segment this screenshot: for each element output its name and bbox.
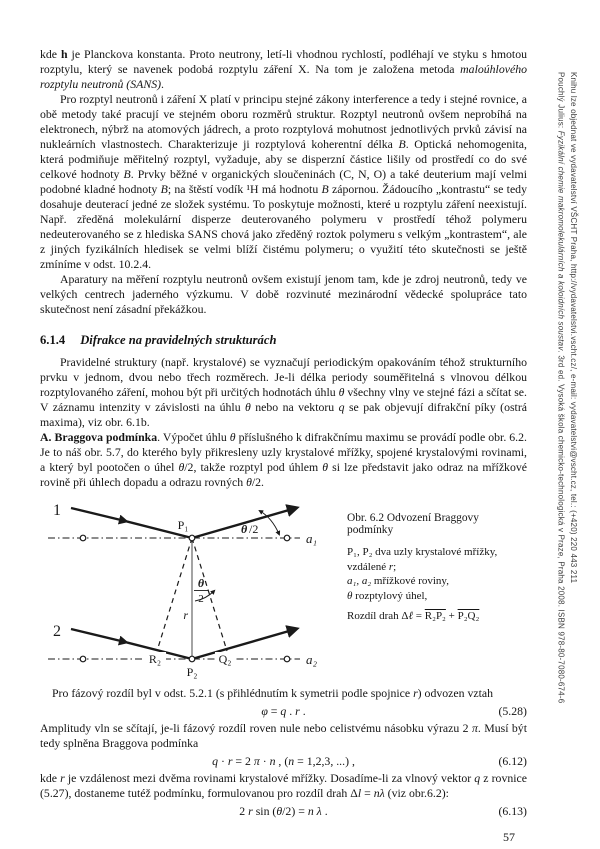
point-Q2-label: Q₂ bbox=[218, 652, 232, 666]
caption-line-path-difference: Rozdíl drah Δℓ = R₂P₂ + P₂Q₂ bbox=[347, 610, 480, 622]
incident-ray-1 bbox=[71, 508, 192, 538]
distance-r-label: r bbox=[183, 608, 188, 622]
incident-ray-2 bbox=[71, 629, 192, 659]
caption-line-distance: vzdálené r; bbox=[347, 560, 397, 573]
sidebar-citation-line bbox=[554, 72, 567, 703]
plane-a2-label: a₂ bbox=[306, 652, 318, 667]
paragraph-lattice-distance: kde r je vzdálenost mezi dvěma rovinami krystalové mřížky. Dosadíme-li za vlnový vektor q z rovnice (5.27), dostaneme tutéž podmínku, formulovanou pro rozdíl drah Δl = nλ (viz obr.6.2): bbox=[40, 771, 527, 800]
equation-6-13-number: (6.13) bbox=[498, 804, 527, 818]
theta-half-label-theta: θ bbox=[241, 522, 248, 536]
figure-caption-title: Obr. 6.2 Odvození Braggovy podmínky bbox=[347, 512, 479, 536]
equation-5-28-number: (5.28) bbox=[498, 704, 527, 718]
paragraph-bragg-condition: A. Braggova podmínka. Výpočet úhlu θ příslušného k difrakčnímu maximu se provádí podle obr. 6.2. Je to náš obr. 5.7, do kterého byly přikresleny uzly krystalové mřížky, spojené krystalovými rovinami, a který byl pootočen o úhel θ/2, takže rozptyl pod úhlem θ si lze představit jako odraz na mřížkové rovině při úhlech dopadu a odrazu rovných θ/2. bbox=[40, 430, 527, 489]
point-P1-label: P₁ bbox=[177, 518, 189, 532]
point-R2-label: R₂ bbox=[148, 652, 162, 666]
plane-a1-label: a₁ bbox=[306, 531, 318, 546]
figure-caption bbox=[347, 512, 527, 684]
equation-6-12-number: (6.12) bbox=[498, 754, 527, 768]
figure-6-2 bbox=[45, 498, 527, 684]
ray2-label: 2 bbox=[53, 623, 61, 640]
equation-6-12-body: q · r = 2 π · n , (n = 1,2,3, ...) , bbox=[212, 754, 355, 768]
sidebar-publisher-isbn: . 3rd ed. Vysoká škola chemicko-technologická v Praze, Praha 2008. ISBN 978-80-7080-674-6 bbox=[556, 350, 566, 704]
equation-5-28-body: φ = q . r . bbox=[261, 704, 306, 718]
fraction-two: 2 bbox=[198, 593, 204, 605]
lattice-nodes bbox=[80, 535, 290, 662]
section-heading bbox=[40, 333, 527, 348]
dashed-line-to-R2 bbox=[157, 538, 192, 651]
paragraph-apparatus: Aparatury na měření rozptylu neutronů ovšem existují jenom tam, kde je zdroj neutronů, tedy ve velkých centrech jaderného výzkumu. V době rozvinuté mezinárodní vědecké spolupráce tato skutečnost není zásadní překážkou. bbox=[40, 272, 527, 316]
caption-line-nodes: P₁, P₂ dva uzly krystalové mřížky, bbox=[347, 546, 498, 558]
fraction-theta: θ bbox=[197, 576, 205, 590]
reflected-ray-2 bbox=[192, 629, 296, 659]
paragraph-neutron-scattering: Pro rozptyl neutronů i záření X platí v principu stejné zákony interference a tedy i stejné rovnice, a obě metody také pracují ve stejném oboru rozměrů struktur. Rozptyl neutronů ovšem neprobíhá na elektronech, nýbrž na atomových jádrech, a proto rozptylová mohutnost jednotlivých prvků závisí na nukleárních vlastnostech. Charakterizuje ji rozptylová koherentní délka B. Optická nehomogenita, která podmiňuje měřitelný rozptyl, vyžaduje, aby se disperzní částice lišily od prostředí co do své celkové hodnoty B. Prvky běžné v organických sloučeninách (C, N, O) a také deuterium mají velmi podobné kladné hodnoty B; na štěstí vodík ¹H má hodnotu B zápornou. Žádoucího „kontrastu“ se tedy dosahuje deuterací jedné ze složek systému. To poskytuje možnosti, které u rozptylu záření neexistují. Např. zředěná molekulární disperze deuterovaného polymeru v prostředí téhož polymeru nedeuterovaného se z hlediska SANS chová jako zředěný roztok polymeru s velkým „kontrastem“, ale z jiných fyzikálních hledisek se velmi blíží čistému polymeru; o využití této skutečnosti se ještě zmíníme v odst. 10.2.4. bbox=[40, 92, 527, 271]
section-number: 6.1.4 bbox=[40, 333, 66, 347]
theta-half-label-slash2: /2 bbox=[249, 522, 259, 536]
point-P2-label: P₂ bbox=[186, 665, 198, 679]
equation-5-28 bbox=[40, 702, 527, 720]
paragraph-phase-difference: Pro fázový rozdíl byl v odst. 5.2.1 (s přihlédnutím k symetrii podle spojnice r) odvozen vztah bbox=[52, 686, 494, 700]
caption-line-planes: a₁, a₂ mřížkové roviny, bbox=[347, 575, 449, 587]
node-P2 bbox=[189, 656, 195, 662]
paragraph-periodic-structures: Pravidelné struktury (např. krystalové) se vyznačují periodickým opakováním téhož strukturního prvku v jednom, dvou nebo třech rozměrech. Je-li délka periody souměřitelná s vlnovou délkou rozptylovaného záření, mohou být při určitých hodnotách úhlu θ všechny vlny ve stejné fázi a sčítat se. V záznamu intenzity v závislosti na úhlu θ nebo na vektoru q se pak objevují difrakční píky (ostrá maxima), viz obr. 6.1b. bbox=[40, 355, 527, 429]
page-number: 57 bbox=[503, 830, 515, 844]
paragraph-planck: kde h je Planckova konstanta. Proto neutrony, letí-li vhodnou rychlostí, podléhají ve styku s hmotou rozptylu, který se navenek podobá rozptylu záření X. Na tom je založena metoda maloúhlového rozptylu neutronů (SANS). bbox=[40, 47, 527, 91]
copyright-sidebar bbox=[554, 72, 579, 703]
sidebar-author: Pouchlý Julius: bbox=[556, 72, 566, 131]
equation-6-13-body: 2 r sin (θ/2) = n λ . bbox=[239, 804, 328, 818]
section-title: Difrakce na pravidelných strukturách bbox=[80, 333, 277, 347]
sidebar-order-line: Knihu lze objednat ve vydavatelství VŠCHT Praha, http://vydavatelstvi.vscht.cz/, e-mail: vydavatelstvi@vscht.cz, tel.: (+420) 220 443 211 bbox=[569, 72, 578, 584]
main-text-column bbox=[40, 47, 527, 845]
paragraph-amplitudes: Amplitudy vln se sčítají, je-li fázový rozdíl roven nule nebo celistvému násobku výrazu 2 π. Musí být tedy splněna Braggova podmínka bbox=[40, 721, 527, 750]
equation-6-12 bbox=[40, 752, 527, 770]
bragg-diagram bbox=[45, 498, 343, 684]
sidebar-book-title: Fyzikální chemie makromolekulárních a koloidních soustav bbox=[556, 130, 566, 351]
ray1-label: 1 bbox=[53, 502, 61, 519]
equation-6-13 bbox=[40, 802, 527, 820]
caption-line-angle: θ rozptylový úhel, bbox=[347, 589, 428, 602]
